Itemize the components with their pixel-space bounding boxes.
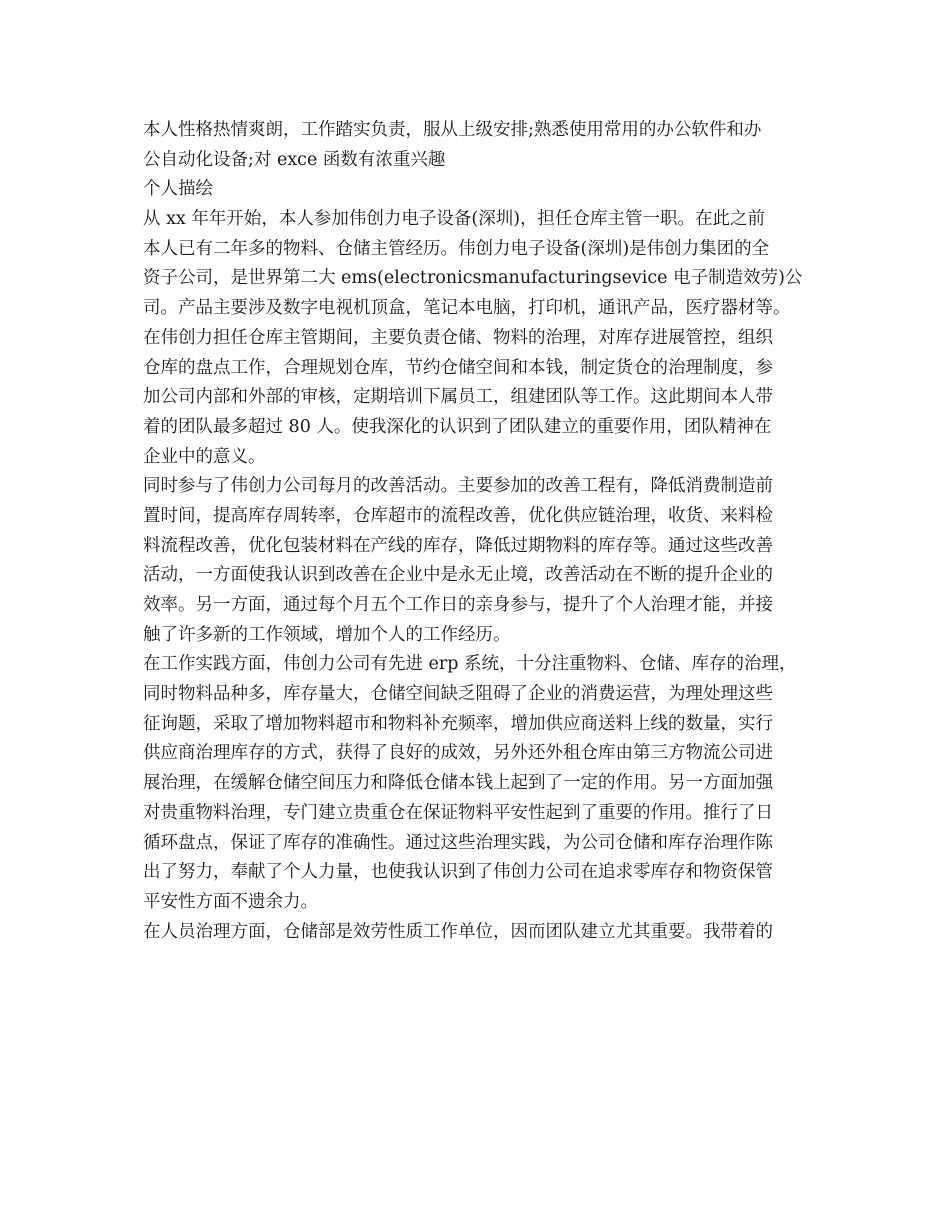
text-line: 在人员治理方面，仓储部是效劳性质工作单位，因而团队建立尤其重要。我带着的 [143,921,773,942]
text-line: 资子公司，是世界第二大 ems(electronicsmanufacturingsevice 电子制造效劳)公 [143,268,803,289]
text-line: 仓库的盘点工作，合理规划仓库，节约仓储空间和本钱，制定货仓的治理制度，参 [143,357,773,378]
text-line: 同时参与了伟创力公司每月的改善活动。主要参加的改善工程有，降低消费制造前 [143,476,773,497]
text-line: 着的团队最多超过 80 人。使我深化的认识到了团队建立的重要作用，团队精神在 [143,416,772,437]
text-line: 循环盘点，保证了库存的准确性。通过这些治理实践，为公司仓储和库存治理作陈 [143,832,773,853]
text-line: 同时物料品种多，库存量大，仓储空间缺乏阻碍了企业的消费运营，为理处理这些 [143,684,773,705]
text-line: 供应商治理库存的方式，获得了良好的成效，另外还外租仓库由第三方物流公司进 [143,743,773,764]
document-body [143,116,843,947]
text-line: 出了努力，奉献了个人力量，也使我认识到了伟创力公司在追求零库存和物资保管 [143,862,773,883]
text-line: 加公司内部和外部的审核，定期培训下属员工，组建团队等工作。这此期间本人带 [143,387,773,408]
text-line: 本人已有二年多的物料、仓储主管经历。伟创力电子设备(深圳)是伟创力集团的全 [143,238,770,259]
text-line: 效率。另一方面，通过每个月五个工作日的亲身参与，提升了个人治理才能，并接 [143,595,773,615]
text-line: 展治理，在缓解仓储空间压力和降低仓储本钱上起到了一定的作用。另一方面加强 [143,773,773,794]
text-line: 本人性格热情爽朗，工作踏实负责，服从上级安排;熟悉使用常用的办公软件和办 [143,120,762,140]
text-line: 征询题，采取了增加物料超市和物料补充频率，增加供应商送料上线的数量，实行 [143,713,773,734]
text-line: 在伟创力担任仓库主管期间，主要负责仓储、物料的治理，对库存进展管控，组织 [143,327,773,348]
text-line: 司。产品主要涉及数字电视机顶盒，笔记本电脑，打印机，通讯产品，医疗器材等。 [143,298,791,319]
text-line: 料流程改善，优化包装材料在产线的库存，降低过期物料的库存等。通过这些改善 [143,535,773,556]
text-line: 触了许多新的工作领域，增加个人的工作经历。 [143,624,511,645]
text-line: 在工作实践方面，伟创力公司有先进 erp 系统，十分注重物料、仓储、库存的治理， [143,654,797,675]
text-line: 企业中的意义。 [143,446,266,467]
text-line: 平安性方面不遗余力。 [143,891,318,912]
text-line: 对贵重物料治理，专门建立贵重仓在保证物料平安性起到了重要的作用。推行了日 [143,802,773,823]
text-line: 活动，一方面使我认识到改善在企业中是永无止境，改善活动在不断的提升企业的 [143,565,773,586]
text-line: 置时间，提高库存周转率，仓库超市的流程改善，优化供应链治理，收货、来料检 [143,505,773,526]
section-heading: 个人描绘 [143,179,213,200]
text-line: 公自动化设备;对 exce 函数有浓重兴趣 [143,149,446,170]
text-line: 从 xx 年年开始，本人参加伟创力电子设备(深圳)，担任仓库主管一职。在此之前 [143,209,766,230]
